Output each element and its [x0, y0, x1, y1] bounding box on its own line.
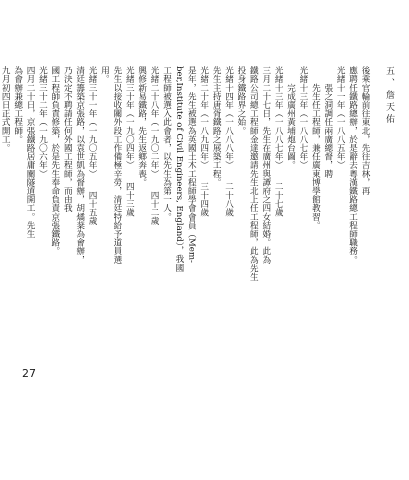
text-line: 先生以接收關外段工作備極辛勞，清廷特給予道員選 — [111, 66, 122, 264]
text-line: 三月二十七日，先生在廣州與譚府之四女結婚。此為 — [260, 66, 271, 264]
text-line: 光緒十三年（一八八七年） 二十七歲 — [273, 66, 284, 217]
text-line: 張之洞調任兩廣總督，聘 — [322, 66, 333, 178]
text-line: 光緒十三年（一八八七年） — [297, 66, 308, 170]
text-line: 完成廣州黃埔炮台圖。 — [285, 66, 296, 170]
text-line: 乃決定不聘請任何外國工程師，而由我 — [62, 66, 73, 213]
text-line: 清廷籌築京張路，以袁世凱為督辦，胡燏棻為會辦， — [74, 66, 85, 264]
text-line: 先生任工程師，兼任廣東博學館教習。 — [310, 66, 321, 230]
text-line: 鐵路公司總工程師金達邀請先生北上任工程師，此為先生 — [248, 66, 259, 281]
page-number: 27 — [22, 367, 36, 380]
text-line: 先生主持唐胥鐵路之展築工程。 — [211, 66, 222, 187]
text-line: 為會辦兼總工程師。 — [12, 66, 23, 144]
text-line: 應聘任鐵路總辦，於是辭去粵漢鐵路總工程師職務。 — [347, 66, 358, 264]
text-line: 是年，先生被選為英國土木工程師學會會員（Mem- — [186, 66, 197, 263]
text-line: 光緒二十年（一八九四年） 三十四歲 — [198, 66, 209, 217]
text-line: 國工程師負責修築，於是先生奉命負責京張鐵路。 — [49, 66, 60, 256]
text-line: 四月二十日，京張鐵路居庸關隧道開工。先生 — [25, 66, 36, 238]
text-line: 光緒二十八年（一九〇二年） 四十二歲 — [149, 66, 160, 226]
text-line: 工程師被選入此會者，以先生為第一人。 — [161, 66, 172, 221]
text-line: 光緒三十一年（一九〇五年） 四十五歲 — [87, 66, 98, 226]
text-line: 後乘官輪前往東北，先往吉林，再 — [360, 66, 370, 195]
text-line: 光緒十一年（一八八五年） — [335, 66, 346, 170]
text-line: 投身鐵路界之始。 — [235, 66, 246, 135]
text-line: 光緒三十年（一九〇四年） 四十三歲 — [124, 66, 135, 217]
text-line: 興修新易鐵路，先生返鄉奔喪。 — [136, 66, 147, 187]
text-line: 光緒十四年（一八八八年） 二十八歲 — [223, 66, 234, 217]
text-line: 光緒三十二年（一九〇六年） — [37, 66, 48, 178]
text-line: ber,Institute of Civil Engineers, England），我國 — [173, 66, 184, 272]
text-line: 用。 — [99, 66, 110, 84]
text-line: 九月初四日正式開工。 — [0, 66, 11, 152]
running-header: 五、詹天佑 — [384, 66, 394, 126]
